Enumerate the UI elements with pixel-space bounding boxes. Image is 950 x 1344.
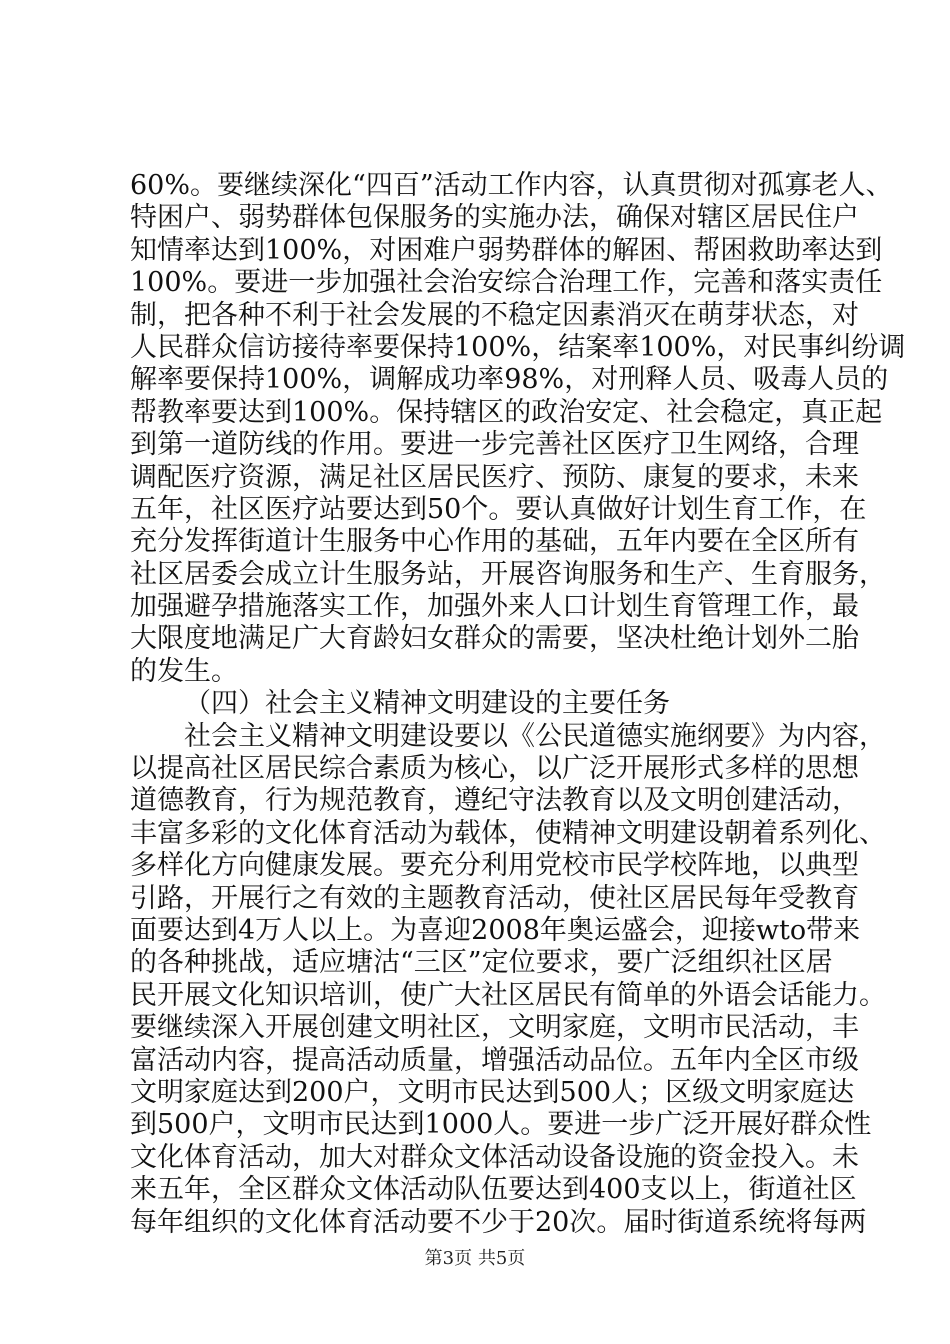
text-line: 的各种挑战，适应塘沽“三区”定位要求，要广泛组织社区居 bbox=[130, 947, 833, 979]
text-line: 来五年，全区群众文体活动队伍要达到400支以上，街道社区 bbox=[130, 1174, 857, 1206]
text-line: 100%。要进一步加强社会治安综合治理工作，完善和落实责任 bbox=[130, 267, 883, 299]
text-line: 文化体育活动，加大对群众文体活动设备设施的资金投入。未 bbox=[130, 1141, 859, 1173]
text-line: 要继续深入开展创建文明社区，文明家庭，文明市民活动，丰 bbox=[130, 1012, 859, 1044]
text-line: 调配医疗资源，满足社区居民医疗、预防、康复的要求，未来 bbox=[130, 461, 859, 493]
section-heading: （四）社会主义精神文明建设的主要任务 bbox=[184, 688, 670, 720]
body-text bbox=[130, 170, 906, 1239]
text-line: 加强避孕措施落实工作，加强外来人口计划生育管理工作，最 bbox=[130, 591, 859, 623]
text-line: 道德教育，行为规范教育，遵纪守法教育以及文明创建活动， bbox=[130, 785, 859, 817]
text-line: 特困户、弱势群体包保服务的实施办法，确保对辖区居民住户 bbox=[130, 202, 859, 234]
text-line: 到500户，文明市民达到1000人。要进一步广泛开展好群众性 bbox=[130, 1109, 872, 1141]
text-line: 面要达到4万人以上。为喜迎2008年奥运盛会，迎接wto带来 bbox=[130, 914, 861, 946]
text-line: 60%。要继续深化“四百”活动工作内容，认真贯彻对孤寡老人、 bbox=[130, 170, 893, 201]
text-line: 富活动内容，提高活动质量，增强活动品位。五年内全区市级 bbox=[130, 1044, 859, 1076]
text-line: 丰富多彩的文化体育活动为载体，使精神文明建设朝着系列化、 bbox=[130, 817, 886, 849]
text-line: 以提高社区居民综合素质为核心，以广泛开展形式多样的思想 bbox=[130, 753, 859, 785]
text-line: 帮教率要达到100%。保持辖区的政治安定、社会稳定，真正起 bbox=[130, 396, 883, 428]
text-line: 人民群众信访接待率要保持100%，结案率100%，对民事纠纷调 bbox=[130, 331, 906, 363]
text-line: 文明家庭达到200户，文明市民达到500人；区级文明家庭达 bbox=[130, 1076, 855, 1108]
text-line: 知情率达到100%，对困难户弱势群体的解困、帮困救助率达到 bbox=[130, 234, 883, 266]
text-line: 民开展文化知识培训，使广大社区居民有简单的外语会话能力。 bbox=[130, 979, 886, 1011]
page-footer: 第3页 共5页 bbox=[424, 1248, 526, 1269]
text-line: 引路，开展行之有效的主题教育活动，使社区居民每年受教育 bbox=[130, 882, 859, 914]
text-line: 制，把各种不利于社会发展的不稳定因素消灭在萌芽状态，对 bbox=[130, 299, 859, 331]
paragraph-first-line: 社会主义精神文明建设要以《公民道德实施纲要》为内容， bbox=[184, 720, 886, 752]
text-line: 每年组织的文化体育活动要不少于20次。届时街道系统将每两 bbox=[130, 1206, 867, 1238]
text-line: 的发生。 bbox=[130, 655, 238, 687]
text-line: 社区居委会成立计生服务站，开展咨询服务和生产、生育服务， bbox=[130, 558, 886, 590]
text-line: 充分发挥街道计生服务中心作用的基础，五年内要在全区所有 bbox=[130, 526, 859, 558]
text-line: 多样化方向健康发展。要充分利用党校市民学校阵地，以典型 bbox=[130, 850, 859, 882]
text-line: 解率要保持100%，调解成功率98%，对刑释人员、吸毒人员的 bbox=[130, 364, 889, 396]
text-line: 大限度地满足广大育龄妇女群众的需要，坚决杜绝计划外二胎 bbox=[130, 623, 859, 655]
text-line: 到第一道防线的作用。要进一步完善社区医疗卫生网络，合理 bbox=[130, 429, 859, 461]
text-line: 五年，社区医疗站要达到50个。要认真做好计划生育工作，在 bbox=[130, 493, 867, 525]
